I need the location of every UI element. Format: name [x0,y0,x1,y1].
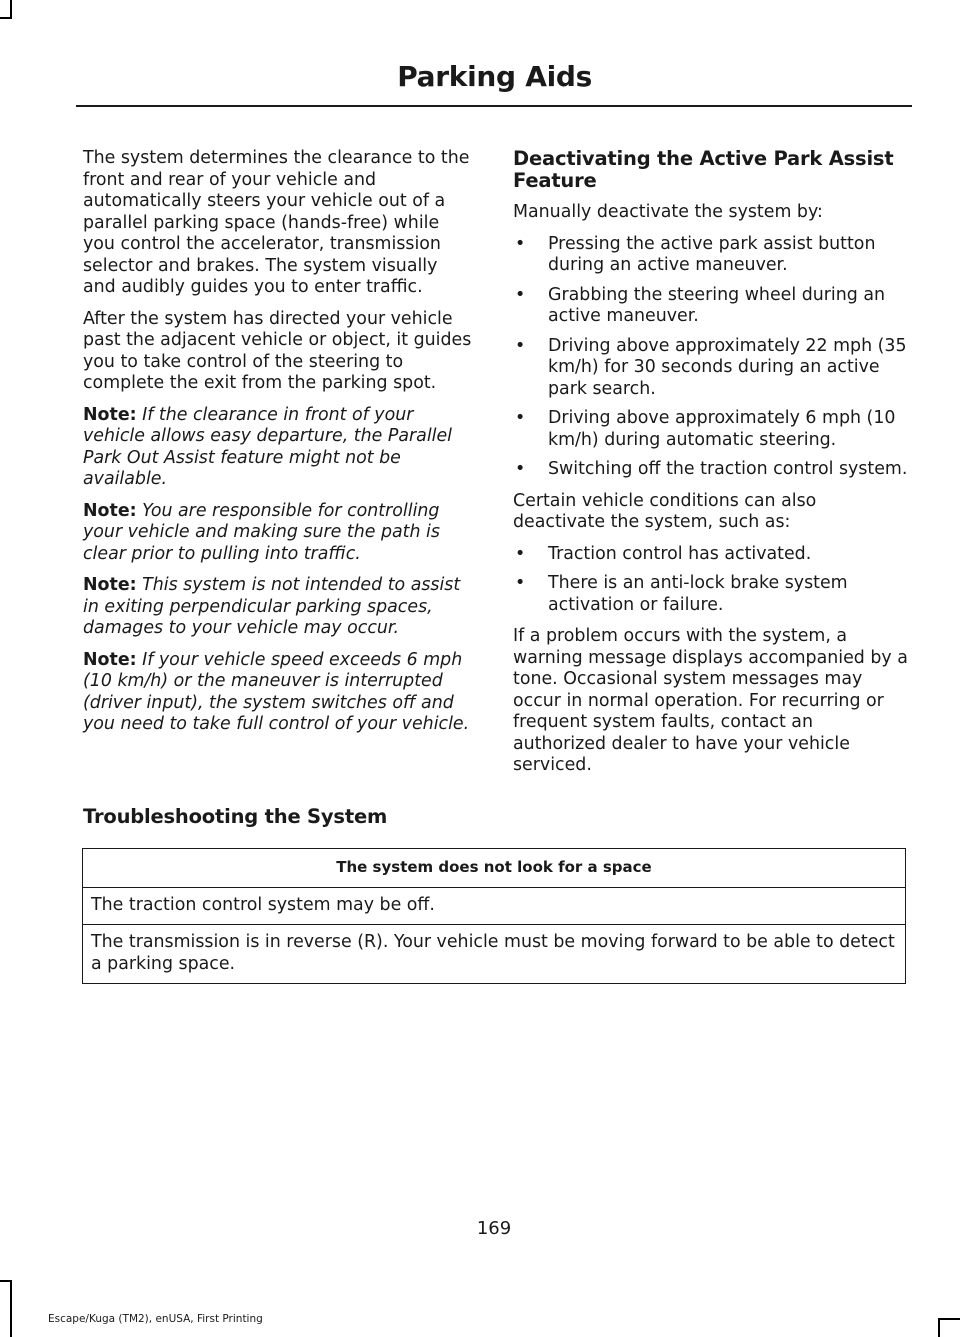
crop-mark-bottom-right [938,1318,940,1337]
paragraph: Manually deactivate the system by: [513,202,823,222]
note-label: Note: [83,575,137,595]
crop-mark-bottom-right [938,1318,960,1320]
note [83,405,475,491]
list-item-text: Switching off the traction control system. [548,459,908,479]
table-row [83,887,906,925]
list-item-text: There is an anti-lock brake system activation or failure. [548,573,848,615]
troubleshooting-heading: Troubleshooting the System [83,805,388,828]
condition-list [513,544,908,617]
paragraph: Certain vehicle conditions can also deactivate the system, such as: [513,490,817,532]
bullet: • [515,335,526,356]
list-item [513,285,908,328]
paragraph: The system determines the clearance to the front and rear of your vehicle and automatically steers your vehicle out of a parallel parking space (hands-free) while you control the accelerator, transmission selector and brakes. The system visually and audibly guides you to enter traffic. [83,148,470,297]
bullet: • [515,543,526,564]
note [83,650,475,736]
bullet: • [515,459,526,479]
section-heading: Deactivating the Active Park Assist Feature [513,147,894,192]
list-item [513,544,908,566]
table-cell: The transmission is in reverse (R). Your vehicle must be moving forward to be able to detect a parking space. [83,925,906,984]
troubleshooting-table [82,848,906,984]
table-header-row [83,849,906,888]
table-row [83,925,906,984]
note-label: Note: [83,649,137,670]
list-item [513,408,908,451]
page-number: 169 [476,1218,512,1239]
crop-mark-top-left [10,0,12,18]
list-item-text: Pressing the active park assist button during an active maneuver. [548,233,876,275]
list-item [513,459,908,481]
right-column [513,148,908,787]
list-item-text: Driving above approximately 22 mph (35 km/h) for 30 seconds during an active park search. [548,335,907,399]
list-item-text: Traction control has activated. [548,543,812,564]
bullet: • [515,233,526,254]
bullet: • [515,573,526,593]
crop-mark-bottom-left [0,1280,12,1282]
note [83,501,475,566]
bullet: • [515,408,526,428]
note-label: Note: [83,404,137,425]
header-divider [76,105,912,107]
note-label: Note: [83,500,137,521]
note-text: If the clearance in front of your vehicle allows easy departure, the Parallel Park Out Assist feature might not be available. [83,404,453,489]
left-column [83,148,475,746]
table-cell: The traction control system may be off. [83,887,906,925]
paragraph: After the system has directed your vehicle past the adjacent vehicle or object, it guides you to take control of the steering to complete the exit from the parking spot. [83,308,472,393]
note-text: You are responsible for controlling your vehicle and making sure the path is clear prior to pulling into traffic. [83,500,440,564]
list-item [513,573,908,616]
page-title: Parking Aids [397,60,592,93]
crop-mark-bottom-left [10,1280,12,1337]
list-item [513,234,908,277]
note-text: This system is not intended to assist in exiting perpendicular parking spaces, damages to your vehicle may occur. [83,575,461,638]
bullet: • [515,284,526,305]
note [83,575,475,640]
list-item-text: Driving above approximately 6 mph (10 km/h) during automatic steering. [548,408,896,450]
crop-mark-top-left [0,17,12,19]
manual-deactivation-list [513,234,908,481]
list-item [513,336,908,401]
note-text: If your vehicle speed exceeds 6 mph (10 km/h) or the maneuver is interrupted (driver input), the system switches off and you need to take full control of your vehicle. [83,649,470,734]
edition-footer: Escape/Kuga (TM2), enUSA, First Printing [48,1313,263,1325]
paragraph: If a problem occurs with the system, a warning message displays accompanied by a tone. Occasional system messages may occur in normal operation. For recurring or frequent system faults, contact an authorized dealer to have your vehicle serviced. [513,626,908,775]
list-item-text: Grabbing the steering wheel during an active maneuver. [548,284,886,326]
table-header: The system does not look for a space [83,849,906,888]
